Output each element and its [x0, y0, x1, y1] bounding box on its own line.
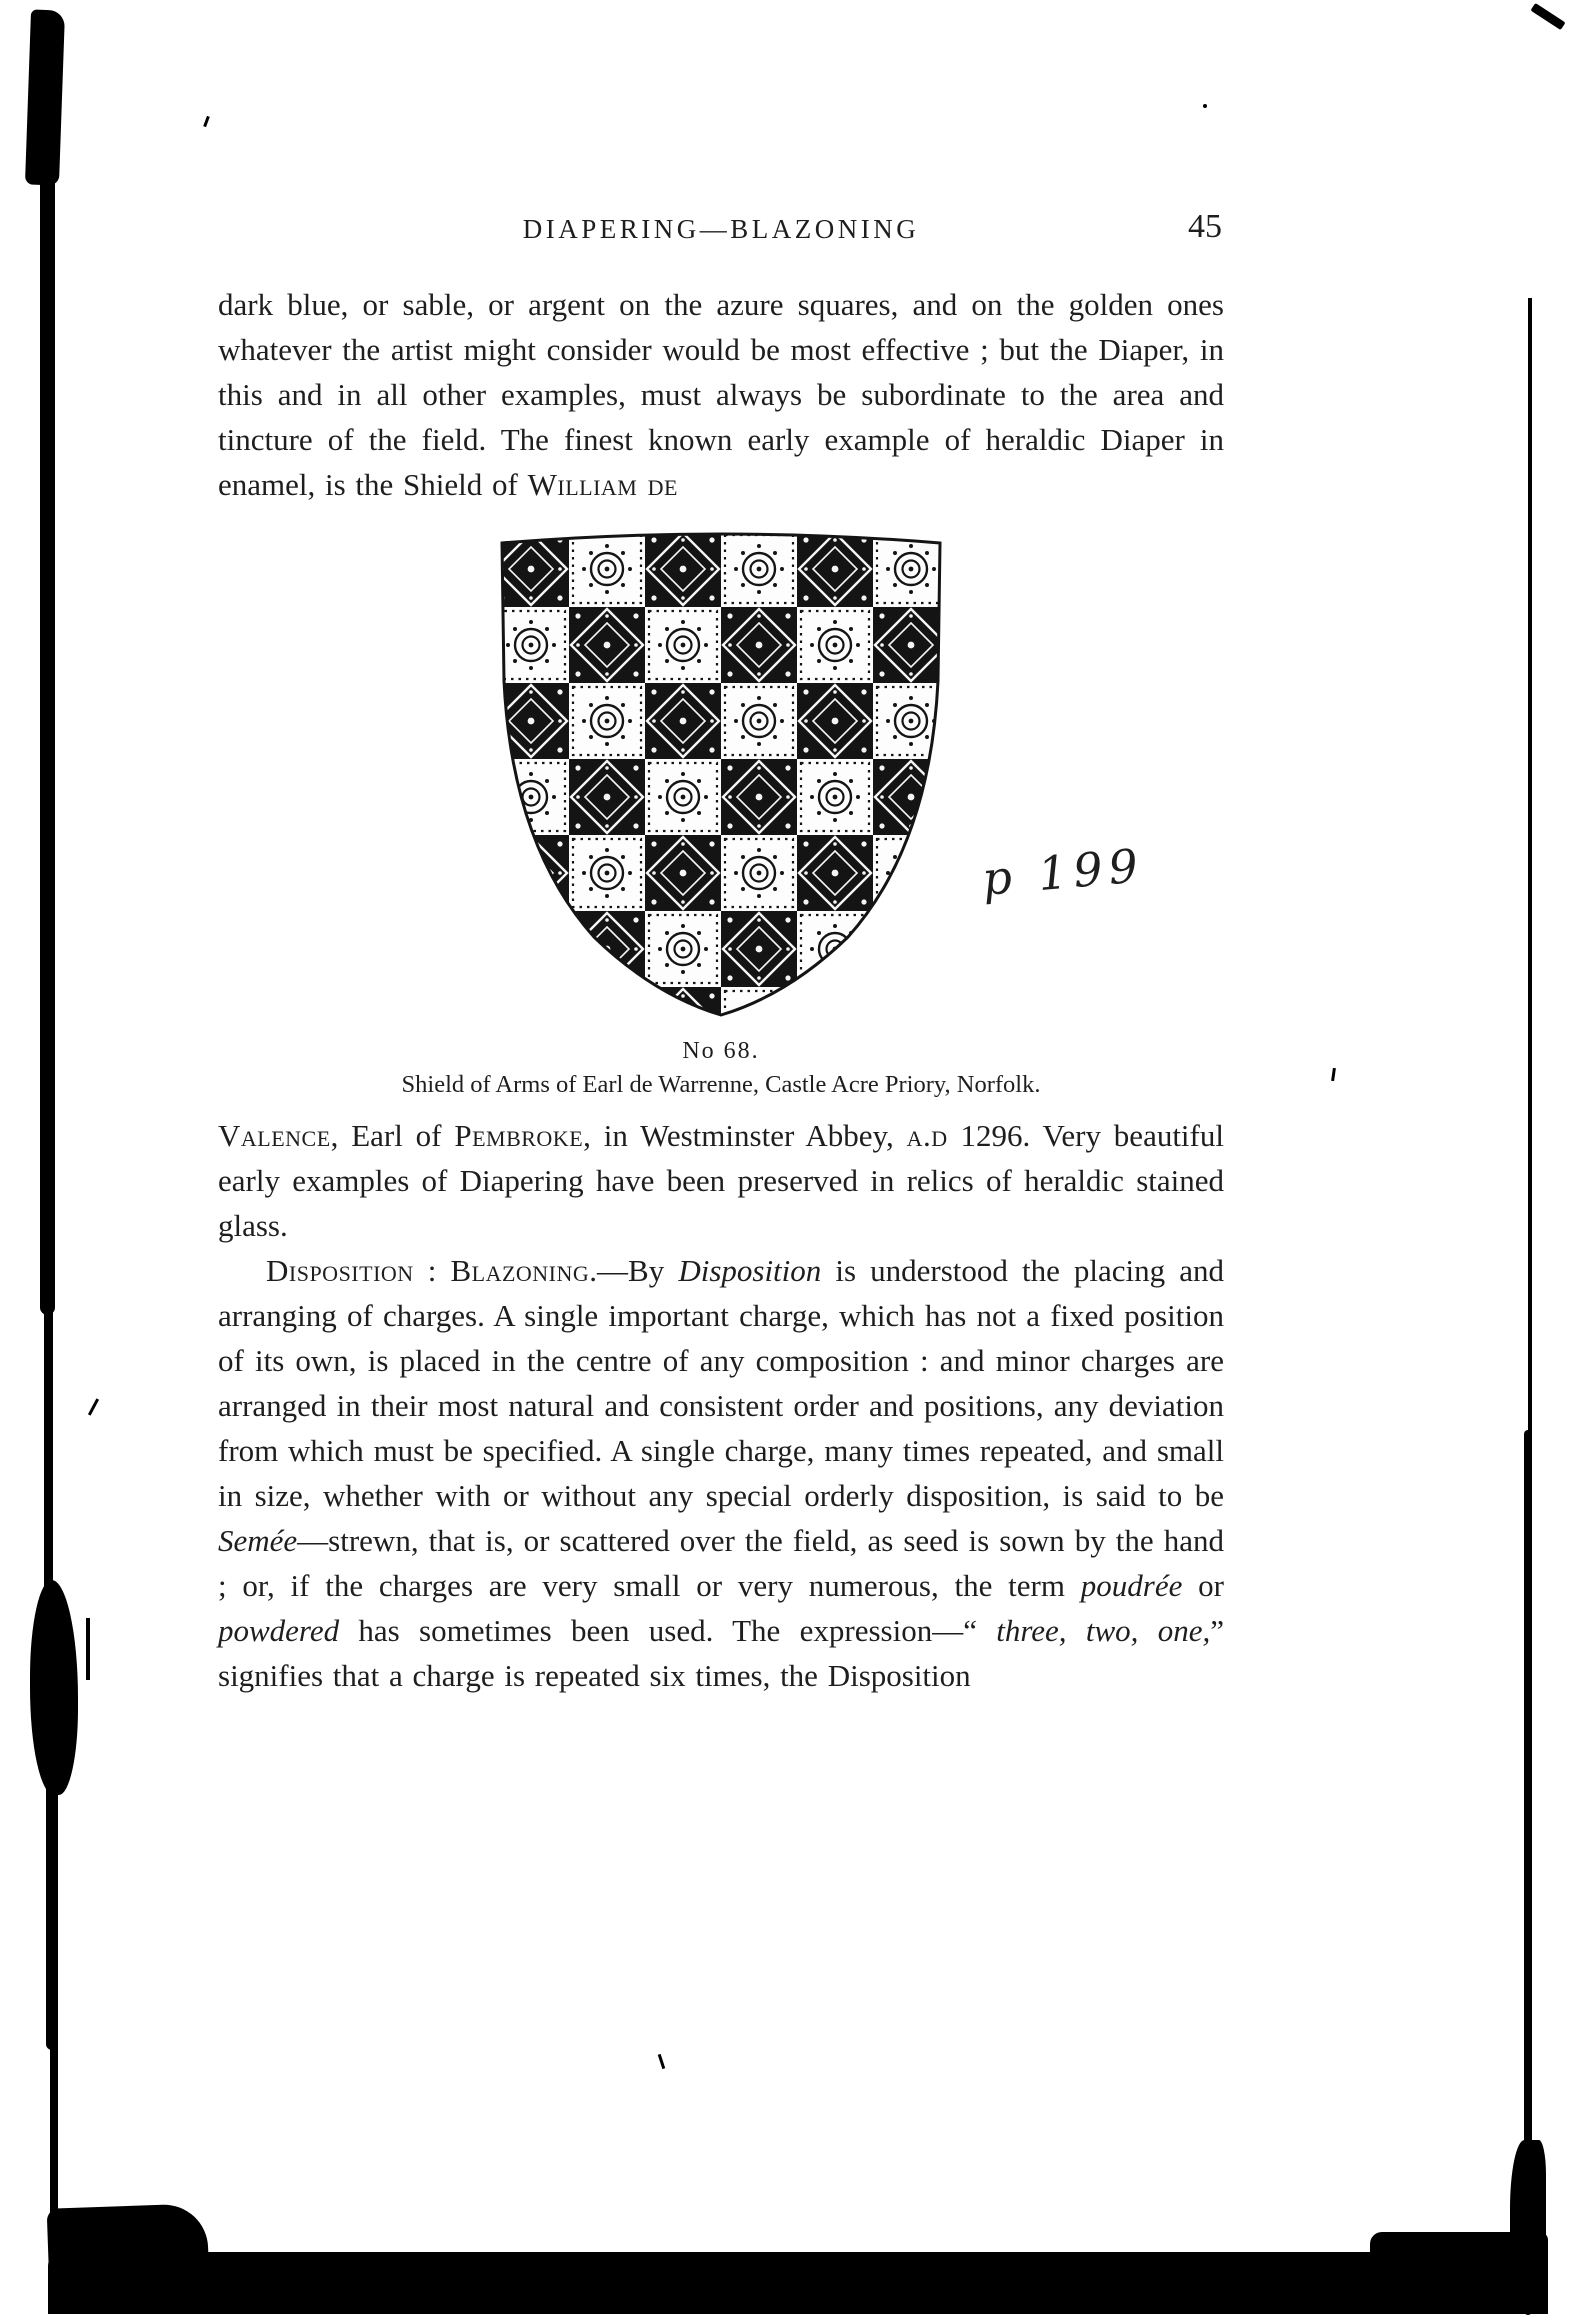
text-segment: has sometimes been used. The expression—“ — [339, 1613, 997, 1648]
body-paragraphs-bottom — [218, 1113, 1224, 1698]
text-segment: William de — [527, 467, 678, 502]
text-segment: .—By — [589, 1253, 679, 1288]
text-segment: Semée — [218, 1523, 298, 1558]
text-segment: a.d — [906, 1118, 948, 1153]
figure-caption-text: Shield of Arms of Earl de Warrenne, Castle Acre Priory, Norfolk. — [401, 1071, 1041, 1098]
scan-artifact-left-bar — [46, 1780, 58, 2050]
text-segment: three, two, one, — [996, 1613, 1211, 1648]
scan-speck — [88, 1398, 99, 1415]
text-segment: is understood the placing and arranging of charges. A single important charge, which has not a fixed position of its own, is placed in the centre of any composition : and minor charges are arranged in their most natural and consistent order and positions, any deviation from which must be specified. A single charge, many times repeated, and small in size, whether with or without any special orderly disposition, is said to be — [218, 1253, 1224, 1513]
paragraph — [218, 1248, 1224, 1698]
text-segment: poudrée — [1080, 1568, 1183, 1603]
scan-artifact-corner-mark — [1530, 3, 1565, 30]
scan-speck — [1331, 1068, 1336, 1081]
figure-number: No 68. — [682, 1038, 760, 1064]
text-block — [218, 208, 1225, 1698]
handwritten-annotation: p 199 — [979, 838, 1146, 906]
figure-caption — [218, 1038, 1224, 1099]
scan-artifact-left-bar — [50, 2040, 58, 2220]
scan-artifact-left-bar — [40, 150, 55, 1315]
text-segment: dark blue, or sable, or argent on the azure squares, and on the golden ones whatever the artist might consider would be most effective ; but the Diaper, in this and in all other examples, must always be subordinate to the area and tincture of the field. The finest known early example of heraldic Diaper in enamel, is the Shield of — [218, 287, 1224, 502]
scan-artifact-bottom-bar — [47, 2203, 210, 2289]
text-segment: , in Westminster Abbey, — [583, 1118, 907, 1153]
text-segment: Pembroke — [454, 1118, 584, 1153]
text-segment: 1296. Very beautiful early examples of Diapering have been preserved in relics of heraldic stained glass. — [218, 1118, 1224, 1243]
text-segment: Valence — [218, 1118, 331, 1153]
text-segment: , Earl of — [330, 1118, 455, 1153]
text-segment: Blazoning — [450, 1253, 590, 1288]
text-segment: ” signifies that a charge is repeated six times, the Disposition — [218, 1613, 1224, 1693]
scan-speck — [1203, 104, 1207, 108]
paragraph — [218, 282, 1224, 507]
scan-speck — [203, 116, 210, 127]
text-segment: or — [1182, 1568, 1225, 1603]
paragraph — [218, 1113, 1224, 1248]
page-number: 45 — [1188, 208, 1222, 245]
shield-illustration — [486, 521, 956, 1021]
scan-artifact-bottom-bar — [48, 2252, 1548, 2314]
scan-artifact-left-bar — [44, 1300, 53, 1590]
shield-figure — [218, 521, 1224, 1099]
scan-artifact-tick — [86, 1618, 90, 1680]
scan-artifact-left-blob — [30, 1580, 78, 1795]
text-segment: powdered — [218, 1613, 340, 1648]
text-segment: Disposition — [678, 1253, 822, 1288]
running-header: DIAPERING—BLAZONING — [522, 214, 920, 244]
scan-artifact-right-blob — [1510, 2140, 1546, 2312]
text-segment: : — [413, 1253, 451, 1288]
text-segment: —strewn, that is, or scattered over the field, as seed is sown by the hand ; or, if the charges are very small or very numerous, the term — [218, 1523, 1224, 1603]
body-paragraphs-top — [218, 282, 1224, 507]
scan-speck — [658, 2054, 665, 2069]
text-segment: Disposition — [266, 1253, 414, 1288]
page-header — [218, 208, 1224, 258]
